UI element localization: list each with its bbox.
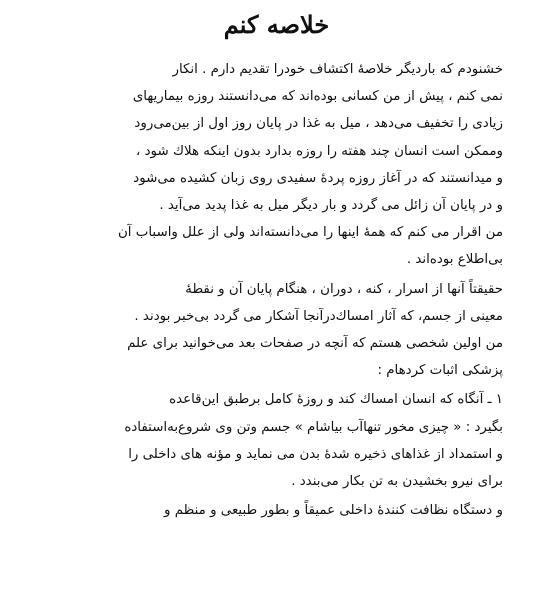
paragraph bbox=[50, 497, 503, 524]
text-line: من اولین شخصی هستم که آنچه در صفحات بعد می‌خوانید برای علم bbox=[127, 336, 503, 352]
text-line: حقیقتاً آنها از اسرار ، کنه ، دوران ، هنگام پایان آن و نقطهٔ bbox=[185, 281, 503, 297]
text-line: و در پایان آن زائل می گردد و بار دیگر میل به غذا پدید می‌آید . bbox=[159, 198, 503, 214]
text-line: خشنودم که باردیگر خلاصهٔ اکتشاف خودرا تقدیم دارم . انکار bbox=[172, 62, 503, 77]
paragraph bbox=[50, 276, 503, 385]
text-line: وممکن است انسان چند هفته را روزه بدارد بدون اینکه هلاك شود ، bbox=[136, 143, 503, 159]
text-line: و استمداد از غذاهای ذخیره شدهٔ بدن می نماید و مؤنه های داخلی را bbox=[128, 446, 503, 462]
text-line: و میدانستند که در آغاز روزه پردهٔ سفیدی روی زبان کشیده می‌شود bbox=[133, 170, 503, 186]
text-line: و دستگاه نظافت کنندهٔ داخلی عمیقاً و بطور طبیعی و منظم و bbox=[164, 503, 503, 519]
paragraph bbox=[50, 386, 503, 495]
text-line: ۱ ـ آنگاه که انسان امساك کند و روزهٔ کامل برطبق این‌قاعده bbox=[169, 392, 503, 408]
text-line: نمی کنم ، پیش از من کسانی بوده‌اند که می‌دانستند روزه بیماریهای bbox=[132, 89, 503, 105]
body-text bbox=[50, 56, 503, 524]
text-line: زیادی را تخفیف می‌دهد ، میل به غذا در پایان روز اول از بین‌می‌رود bbox=[134, 116, 503, 132]
text-line: بی‌اطلاع بوده‌اند . bbox=[406, 252, 503, 268]
text-line: بگیرد : « چیزی مخور تنهاآب بیاشام » جسم وتن وی شروع‌به‌استفاده bbox=[124, 419, 503, 435]
text-line: من اقرار می کنم که همهٔ اینها را می‌دانسته‌اند ولی از علل واسباب آن bbox=[117, 225, 503, 241]
text-line: پزشکی اثبات کردهام : bbox=[377, 363, 503, 379]
paragraph bbox=[50, 56, 503, 274]
text-line: برای نیرو بخشیدن به تن بکار می‌بندد . bbox=[291, 474, 503, 490]
page-title: خلاصه کنم bbox=[223, 10, 330, 39]
text-line: معینی از جسم، که آثار امساك‌درآنجا آشکار می گردد بی‌خبر بودند . bbox=[134, 308, 503, 324]
